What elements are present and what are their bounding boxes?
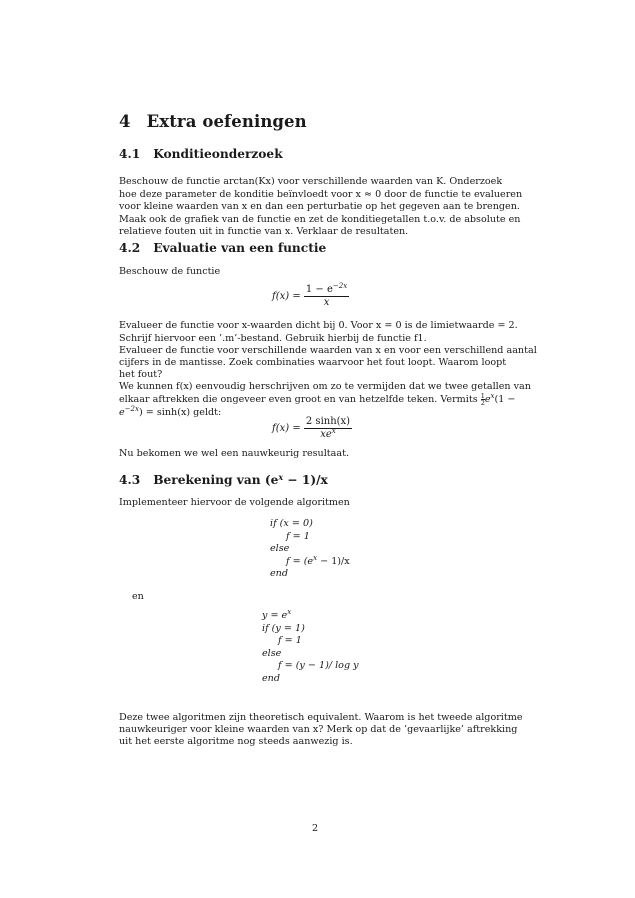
algo-line: end (262, 672, 280, 684)
algo-line: $y = e^x$ (262, 608, 292, 621)
paragraph-line: Nu bekomen we wel een nauwkeurig resultaat. (119, 448, 350, 459)
equation-fraction (304, 416, 352, 441)
algorithm-1 (270, 518, 350, 581)
section-title: Extra oefeningen (146, 112, 307, 131)
subsection-number: 4.1 (119, 147, 141, 161)
paragraph-line: elkaar aftrekken die ongeveer even groot en van hetzelfde teken. Vermits $\frac{1}{2}$ $e^x(1$ − (119, 392, 516, 407)
algo-line: if (x = 0) (270, 518, 313, 529)
paragraph-line: nauwkeuriger voor kleine waarden van x? Merk op dat de ’gevaarlijke’ aftrekking (119, 724, 518, 735)
algo-line: else (270, 543, 290, 555)
paragraph-line: relatieve fouten uit in functie van x. Verklaar de resultaten. (119, 226, 409, 237)
algo-line: if (y = 1) (262, 622, 305, 634)
paragraph-line: Beschouw de functie (119, 266, 221, 277)
algorithm-2 (262, 610, 359, 686)
subsection-title: Konditieonderzoek (153, 147, 283, 161)
equation-lhs: f(x) = (272, 291, 301, 302)
algo-line: f = 1 (286, 530, 310, 542)
paragraph-line: Evalueer de functie voor verschillende waarden van x en voor een verschillend aantal (119, 345, 537, 356)
paragraph-line: $e^{-2x}) = \sinh(x)$ geldt: (119, 405, 222, 418)
paragraph-line: Evalueer de functie voor x-waarden dicht bij 0. Voor x = 0 is de limietwaarde = 2. (119, 320, 518, 331)
subsection-4-1-heading (119, 147, 283, 161)
subsection-title: Berekening van (e (153, 473, 279, 487)
fraction-numerator: $1 - e^{-2x}$ (305, 282, 348, 295)
section-number: 4 (119, 112, 131, 131)
paragraph-line: Implementeer hiervoor de volgende algoritmen (119, 497, 350, 508)
exponent: −2x (332, 282, 348, 290)
paragraph-line: cijfers in de mantisse. Zoek combinaties waarvoor het fout loopt. Waarom loopt (119, 357, 507, 368)
page-number: 2 (312, 823, 319, 834)
subsection-4-3-heading: 4.3 Berekening van $(e^x - 1)/x$ (119, 472, 328, 487)
fraction-denominator: x (323, 297, 330, 308)
section-heading (119, 112, 307, 131)
equation-lhs: f(x) = (272, 423, 301, 434)
paragraph-line: We kunnen f(x) eenvoudig herschrijven om zo te vermijden dat we twee getallen van (119, 381, 531, 392)
paragraph-line: Beschouw de functie arctan(Kx) voor verschillende waarden van K. Onderzoek (119, 176, 503, 187)
subsection-4-2-heading (119, 241, 326, 255)
algo-line: else (262, 647, 282, 659)
connector-word: en (132, 591, 144, 602)
paragraph-line: het fout? (119, 369, 163, 380)
algo-line: $f = (e^x - 1)/x$ (286, 553, 350, 567)
equation-f-sinh (272, 416, 352, 441)
equation-fraction (304, 284, 349, 309)
algo-line: f = 1 (278, 635, 302, 647)
subsection-number: 4.2 (119, 241, 141, 255)
paragraph-line: voor kleine waarden van x en dan een perturbatie op het gegeven aan te brengen. (119, 201, 520, 212)
paragraph-line: uit het eerste algoritme nog steeds aanwezig is. (119, 736, 353, 747)
equation-f-definition (272, 284, 349, 309)
subsection-title: Evaluatie van een functie (153, 241, 327, 255)
subsection-number: 4.3 (119, 473, 141, 487)
paragraph-line: Deze twee algoritmen zijn theoretisch equivalent. Waarom is het tweede algoritme (119, 712, 523, 723)
fraction-denominator: $xe^x$ (320, 427, 336, 440)
fraction-numerator: 2 sinh(x) (305, 416, 351, 427)
one-half-fraction: $\frac{1}{2}$ (480, 392, 485, 407)
paragraph-line: Maak ook de grafiek van de functie en zet de konditiegetallen t.o.v. de absolute en (119, 214, 521, 225)
paragraph-line: hoe deze parameter de konditie beïnvloedt voor x ≈ 0 door de functie te evalueren (119, 189, 523, 200)
paragraph-line: Schrijf hiervoor een ’.m’-bestand. Gebruik hierbij de functie f1. (119, 333, 427, 344)
algo-line: f = (y − 1)/ log y (278, 660, 359, 672)
algo-line: end (270, 568, 288, 580)
